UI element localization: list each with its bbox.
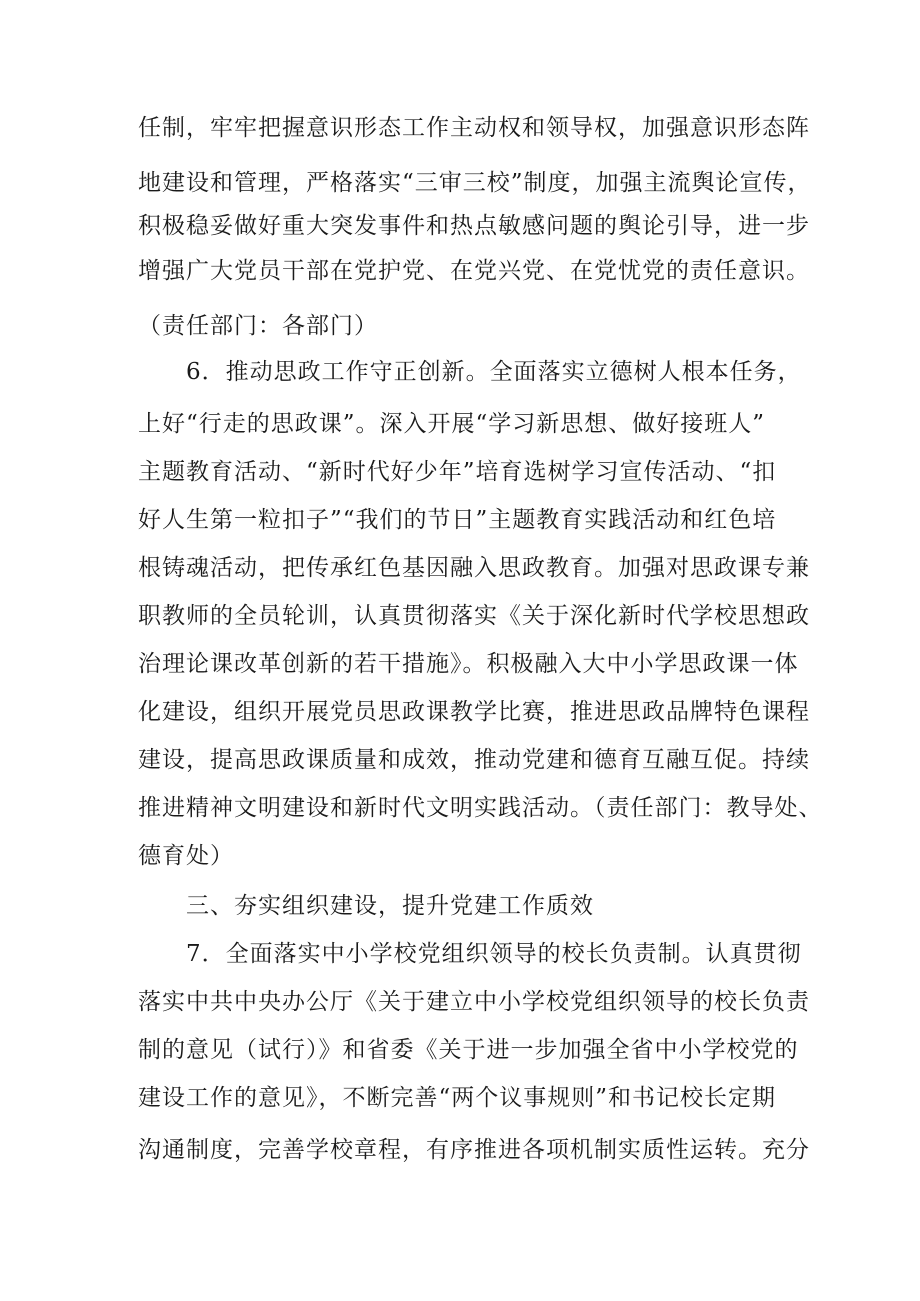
text-line: 职教师的全员轮训，认真贯彻落实《关于深化新时代学校思想政: [138, 603, 810, 629]
text-line: 沟通制度，完善学校章程，有序推进各项机制实质性运转。充分: [138, 1137, 810, 1163]
text-line: 制的意见（试行）》和省委《关于进一步加强全省中小学校党的: [138, 1037, 799, 1063]
text-line: 建设，提高思政课质量和成效，推动党建和德育互融互促。持续: [138, 747, 810, 773]
text-line: 推进精神文明建设和新时代文明实践活动。（责任部门：教导处、: [138, 795, 823, 821]
text-line: 任制，牢牢把握意识形态工作主动权和领导权，加强意识形态阵: [138, 115, 810, 141]
text-line: 主题教育活动、“新时代好少年”培育选树学习宣传活动、“扣: [138, 459, 777, 485]
text-line: 根铸魂活动，把传承红色基因融入思政教育。加强对思政课专兼: [138, 555, 810, 581]
text-line: 落实中共中央办公厅《关于建立中小学校党组织领导的校长负责: [138, 989, 810, 1015]
text-line: 增强广大党员干部在党护党、在党兴党、在党忧党的责任意识。: [138, 258, 810, 284]
text-line: 地建设和管理，严格落实“三审三校”制度，加强主流舆论宣传，: [138, 170, 812, 196]
text-line: 治理论课改革创新的若干措施》。积极融入大中小学思政课一体: [138, 651, 799, 677]
text-line: 德育处）: [138, 843, 234, 869]
section-heading: 三、夯实组织建设，提升党建工作质效: [186, 893, 594, 919]
text-line: 积极稳妥做好重大突发事件和热点敏感问题的舆论引导，进一步: [138, 213, 810, 239]
text-line: （责任部门：各部门）: [138, 313, 378, 339]
text-line: 好人生第一粒扣子”“我们的节日”主题教育实践活动和红色培: [138, 507, 777, 533]
paragraph-6-first-line: 6．推动思政工作守正创新。全面落实立德树人根本任务，: [186, 359, 802, 385]
text-line: 建设工作的意见》，不断完善“两个议事规则”和书记校长定期: [138, 1085, 777, 1111]
text-line: 上好“行走的思政课”。深入开展“学习新思想、做好接班人”: [138, 411, 766, 437]
text-line: 化建设，组织开展党员思政课教学比赛，推进思政品牌特色课程: [138, 699, 810, 725]
paragraph-7-first-line: 7．全面落实中小学校党组织领导的校长负责制。认真贯彻: [186, 941, 802, 967]
